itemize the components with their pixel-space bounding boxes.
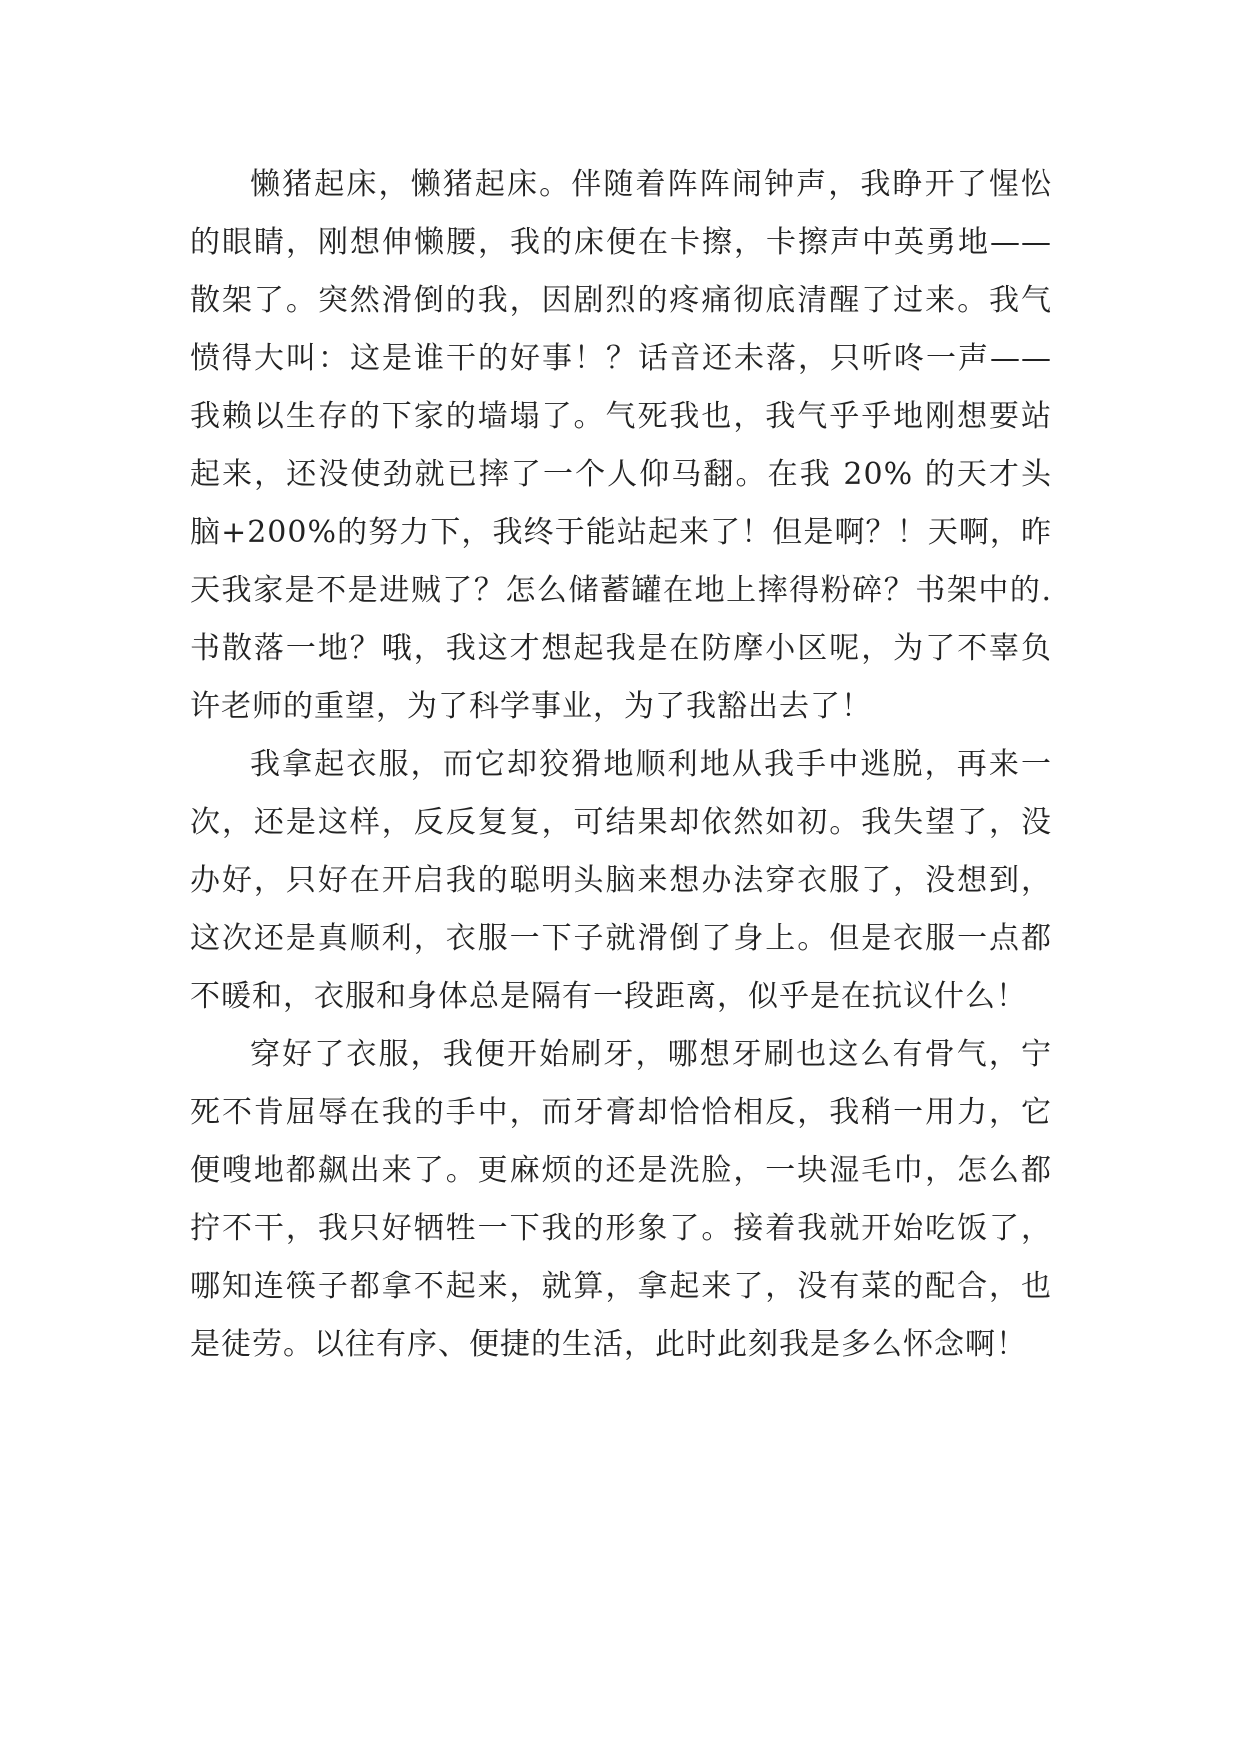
paragraph-3: 穿好了衣服，我便开始刷牙，哪想牙刷也这么有骨气，宁死不肯屈辱在我的手中，而牙膏却恰恰相反，我稍一用力，它便嗖地都飙出来了。更麻烦的还是洗脸，一块湿毛巾，怎么都拧不干，我只好牺牲一下我的形象了。接着我就开始吃饭了，哪知连筷子都拿不起来，就算，拿起来了，没有菜的配合，也是徒劳。以往有序、便捷的生活，此时此刻我是多么怀念啊！ <box>190 1037 1052 1362</box>
paragraph-1: 懒猪起床，懒猪起床。伴随着阵阵闹钟声，我睁开了惺忪的眼睛，刚想伸懒腰，我的床便在卡擦，卡擦声中英勇地——散架了。突然滑倒的我，因剧烈的疼痛彻底清醒了过来。我气愤得大叫：这是谁干的好事！？话音还未落，只听咚一声——我赖以生存的下家的墙塌了。气死我也，我气乎乎地刚想要站起来，还没使劲就已摔了一个人仰马翻。在我 20% 的天才头脑+200%的努力下，我终于能站起来了！但是啊？！天啊，昨天我家是不是进贼了？怎么储蓄罐在地上摔得粉碎？书架中的.书散落一地？哦，我这才想起我是在防摩小区呢，为了不辜负许老师的重望，为了科学事业，为了我豁出去了！ <box>190 167 1052 724</box>
paragraph-2: 我拿起衣服，而它却狡猾地顺利地从我手中逃脱，再来一次，还是这样，反反复复，可结果却依然如初。我失望了，没办好，只好在开启我的聪明头脑来想办法穿衣服了，没想到，这次还是真顺利，衣服一下子就滑倒了身上。但是衣服一点都不暖和，衣服和身体总是隔有一段距离，似乎是在抗议什么！ <box>190 747 1052 1014</box>
document-body <box>190 156 1052 1374</box>
